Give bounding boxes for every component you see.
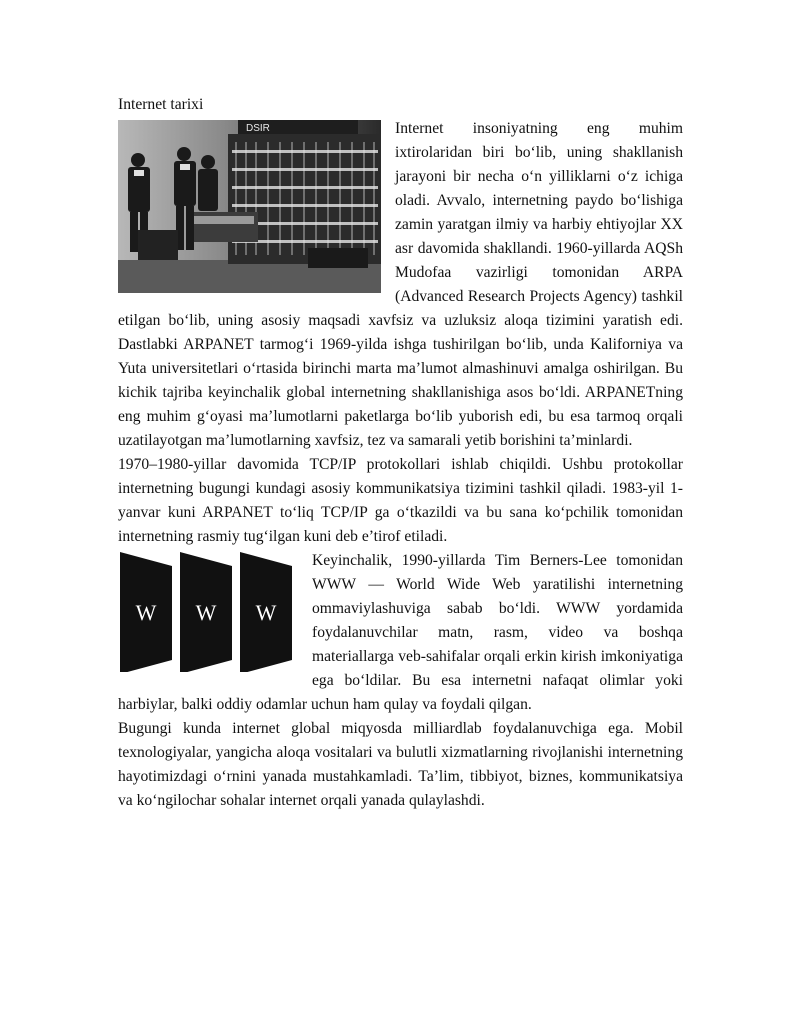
document-title: Internet tarixi (118, 96, 204, 113)
computer-photo-drawing (118, 120, 381, 293)
www-logo (118, 552, 298, 672)
www-letter-3: W (255, 600, 277, 625)
www-logo-drawing (118, 552, 298, 672)
paragraph-today: Bugungi kunda internet global miqyosda milliardlab foydalanuvchiga ega. Mobil texnologiyalar, yangicha aloqa vositalari va bulutli xizmatlarning rivojlanishi internetning hayotimizdagi o‘rnini yanada mustahkamladi. Ta’lim, tibbiyot, biznes, kommunikatsiya va ko‘ngilochar sohalar internet orqali yanada qulaylashdi. (118, 720, 683, 809)
paragraph-www: Keyinchalik, 1990-yillarda Tim Berners-Lee tomonidan WWW — World Wide Web yaratilishi internetning ommaviylashuviga sabab bo‘ldi. WWW yordamida foydalanuvchilar matn, rasm, video va boshqa materiallarga veb-sahifalar orqali erkin kirish imkoniyatiga ega bo‘ldilar. Bu esa internetni nafaqat olimlar yoki harbiylar, balki oddiy odamlar uchun ham qulay va foydali qilgan. (118, 552, 683, 713)
document-page (118, 93, 683, 813)
historic-computer-photo (118, 120, 381, 293)
www-letter-1: W (135, 600, 157, 625)
paragraph-arpanet: Internet insoniyatning eng muhim ixtirolaridan biri bo‘lib, uning shakllanish jarayoni bir necha o‘n yilliklarni o‘z ichiga oladi. Avvalo, internetning paydo bo‘lishiga zamin yaratgan ilmiy va harbiy ehtiyojlar XX asr davomida shakllandi. 1960-yillarda AQSh Mudofaa vazirligi tomonidan ARPA (Advanced Research Projects Agency) tashkil etilgan bo‘lib, uning asosiy maqsadi xavfsiz va uzluksiz aloqa tizimini yaratish edi. Dastlabki ARPANET tarmog‘i 1969-yilda ishga tushirilgan bo‘lib, unda Kaliforniya va Yuta universitetlari o‘rtasida birinchi marta ma’lumot almashinuvi amalga oshirilgan. Bu kichik tajriba keyinchalik global internetning shakllanishiga asos bo‘ldi. ARPANETning eng muhim g‘oyasi ma’lumotlarni paketlarga bo‘lib yuborish edi, bu esa tarmoq orqali uzatilayotgan ma’lumotlarning xavfsiz, tez va samarali yetib borishini ta’minlardi. (118, 120, 683, 449)
paragraph-tcp-ip: 1970–1980-yillar davomida TCP/IP protokollari ishlab chiqildi. Ushbu protokollar internetning bugungi kundagi asosiy kommunikatsiya tizimini tashkil qiladi. 1983-yil 1-yanvar kuni ARPANET to‘liq TCP/IP ga o‘tkazildi va bu sana ko‘pchilik tomonidan internetning rasmiy tug‘ilgan kuni deb e’tirof etiladi. (118, 456, 683, 545)
www-letter-2: W (195, 600, 217, 625)
photo-sign-text: DSIR (246, 123, 270, 134)
